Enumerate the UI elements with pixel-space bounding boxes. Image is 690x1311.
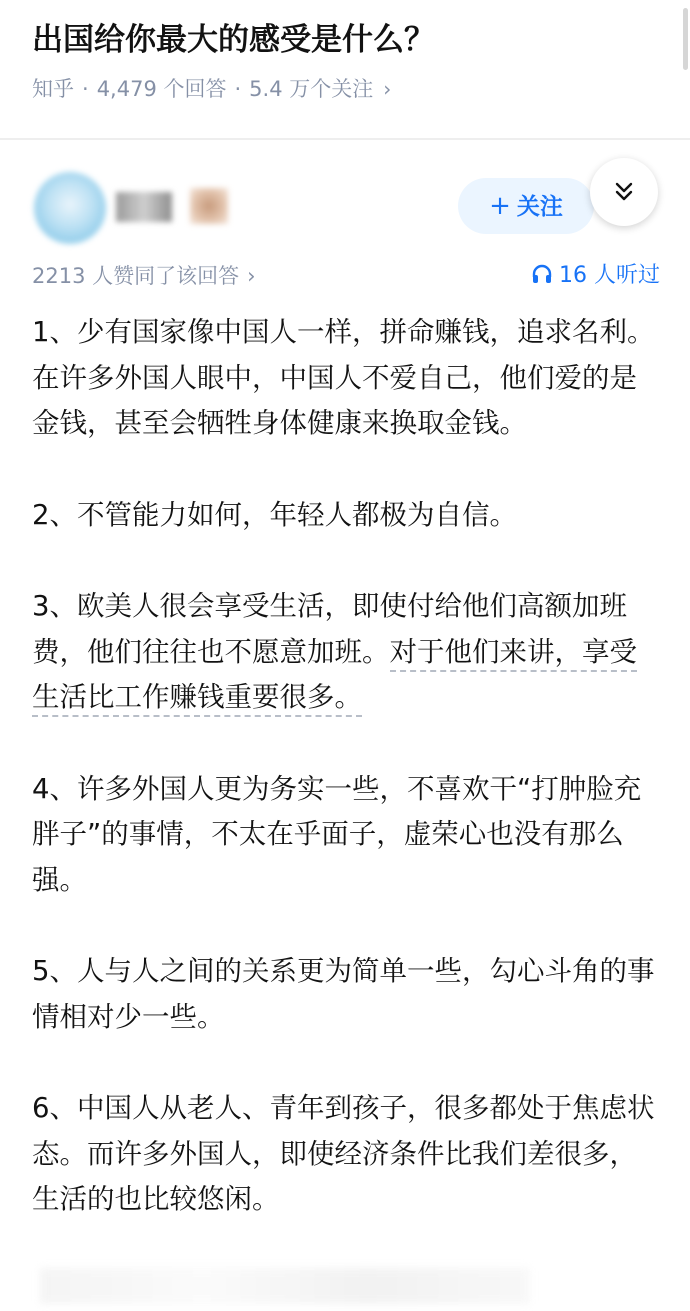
follow-button[interactable] [458, 178, 594, 234]
meta-separator: · [82, 77, 89, 101]
follow-label: 关注 [516, 194, 563, 220]
double-chevron-down-icon [612, 180, 636, 204]
answer-paragraph-3 [32, 584, 662, 721]
author-name-blurred[interactable] [116, 186, 231, 226]
chevron-right-icon: › [247, 264, 256, 288]
blurred-footer [40, 1268, 530, 1304]
chevron-right-icon: › [383, 77, 392, 101]
answer-count: 4,479 个回答 [96, 77, 227, 101]
vote-count-text: 2213 人赞同了该回答 [32, 264, 240, 288]
answer-body [32, 310, 662, 1269]
answer-paragraph-6: 6、中国人从老人、青年到孩子，很多都处于焦虑状态。而许多外国人，即使经济条件比我们差很多，生活的也比较悠闲。 [32, 1092, 655, 1215]
answer-paragraph-2: 2、不管能力如何，年轻人都极为自信。 [32, 498, 517, 531]
blurred-badge-block [190, 188, 228, 224]
vote-count[interactable] [32, 261, 256, 291]
plus-icon: + [489, 191, 511, 221]
question-meta[interactable] [32, 74, 391, 104]
avatar[interactable] [34, 172, 106, 244]
headphones-icon [531, 263, 553, 285]
meta-separator: · [234, 77, 242, 101]
highlighted-sentence[interactable]: 对于他们来讲，享受生活比工作赚钱重要很多。 [32, 636, 637, 718]
answer-paragraph-5: 5、人与人之间的关系更为简单一些，勾心斗角的事情相对少一些。 [32, 955, 655, 1033]
divider [0, 138, 690, 140]
follower-count: 5.4 万个关注 [249, 77, 374, 101]
answer-paragraph-3-text: 3、欧美人很会享受生活，即使付给他们高额加班费，他们往往也不愿意加班。 [32, 590, 627, 668]
blurred-name-block [116, 192, 172, 222]
answer-paragraph-1: 1、少有国家像中国人一样，拼命赚钱，追求名利。在许多外国人眼中，中国人不爱自己，他们爱的是金钱，甚至会牺牲身体健康来换取金钱。 [32, 316, 655, 439]
answer-paragraph-4: 4、许多外国人更为务实一些，不喜欢干“打肿脸充胖子”的事情，不太在乎面子，虚荣心也没有那么强。 [32, 772, 642, 896]
question-title[interactable]: 出国给你最大的感受是什么？ [32, 22, 435, 58]
source-label: 知乎 [32, 77, 74, 101]
listen-count-text: 16 人听过 [559, 263, 660, 288]
listen-count[interactable] [531, 261, 660, 291]
collapse-button[interactable] [590, 158, 658, 226]
scrollbar[interactable] [683, 8, 688, 70]
